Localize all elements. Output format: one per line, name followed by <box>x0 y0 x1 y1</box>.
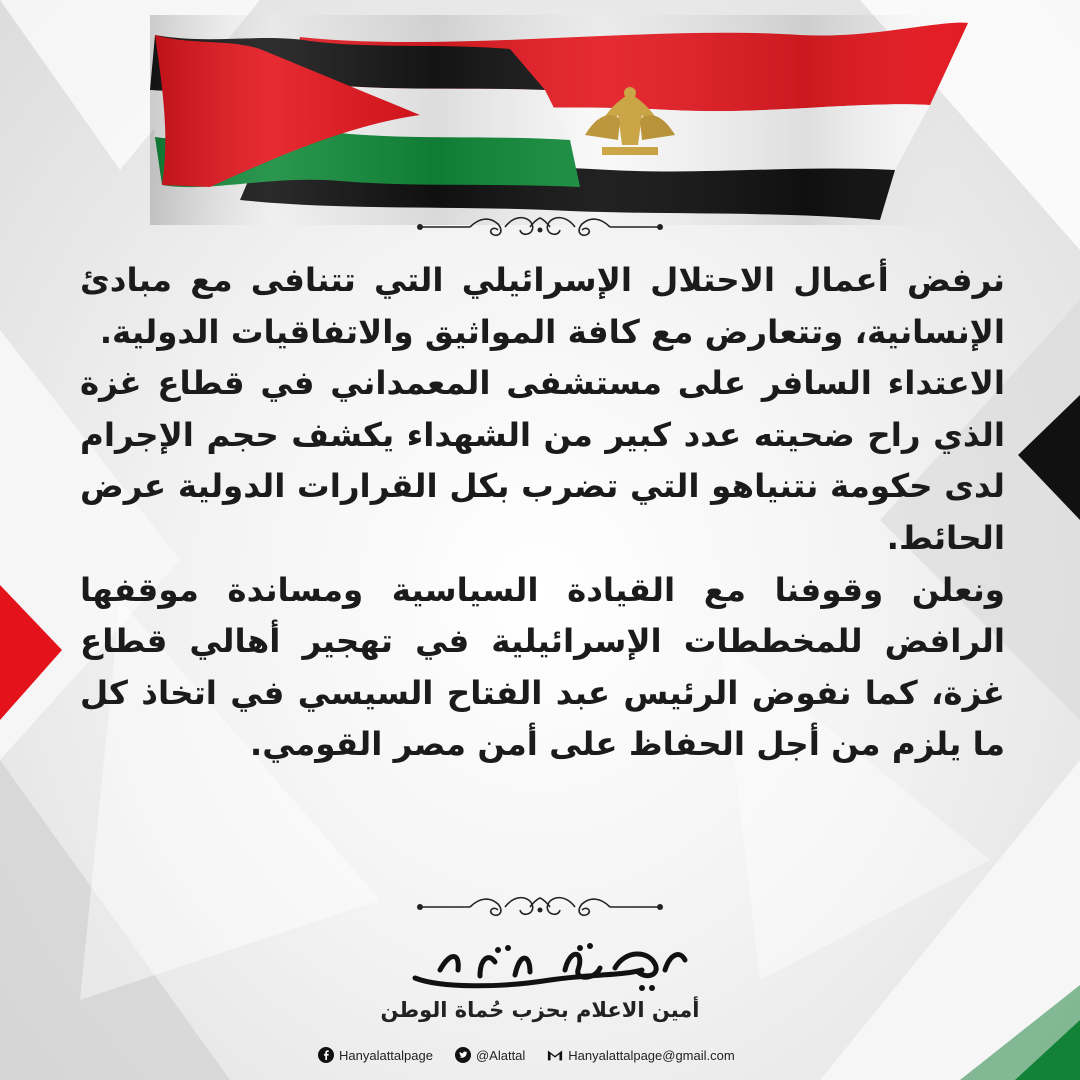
signature-role: أمين الاعلام بحزب حُماة الوطن <box>380 998 700 1022</box>
top-ornament <box>410 212 670 242</box>
statement-body <box>80 255 1005 771</box>
twitter-contact[interactable] <box>455 1047 525 1063</box>
facebook-icon <box>318 1047 334 1063</box>
signature-calligraphy <box>380 940 710 996</box>
facebook-handle: Hanyalattalpage <box>339 1047 433 1063</box>
twitter-handle: @Alattal <box>475 1047 526 1063</box>
gmail-icon <box>547 1047 563 1063</box>
flags-graphic <box>150 15 970 225</box>
facebook-contact[interactable] <box>318 1047 433 1063</box>
email-address: Hanyalattalpage@gmail.com <box>568 1047 735 1063</box>
bottom-ornament <box>410 892 670 922</box>
contact-bar <box>318 1043 818 1067</box>
statement-paragraph-3: ونعلن وقوفنا مع القيادة السياسية ومساندة موقفها الرافض للمخططات الإسرائيلية في تهجير أهالي قطاع غزة، كما نفوض الرئيس عبد الفتاح السيسي في اتخاذ كل ما يلزم من أجل الحفاظ على أمن مصر القومي. <box>80 570 1005 764</box>
statement-paragraph-1: نرفض أعمال الاحتلال الإسرائيلي التي تتنافى مع مبادئ الإنسانية، وتتعارض مع كافة المواثيق والاتفاقيات الدولية. <box>80 261 1005 351</box>
ornament-divider-graphic <box>410 892 670 922</box>
email-contact[interactable] <box>547 1047 734 1063</box>
palestine-egypt-flags <box>150 15 970 225</box>
signature <box>380 940 710 996</box>
statement-paragraph-2: الاعتداء السافر على مستشفى المعمداني في قطاع غزة الذي راح ضحيته عدد كبير من الشهداء يكشف حجم الإجرام لدى حكومة نتنياهو التي تضرب بكل القرارات الدولية عرض الحائط. <box>80 364 1005 557</box>
ornament-divider-graphic <box>410 212 670 242</box>
twitter-icon <box>455 1047 471 1063</box>
